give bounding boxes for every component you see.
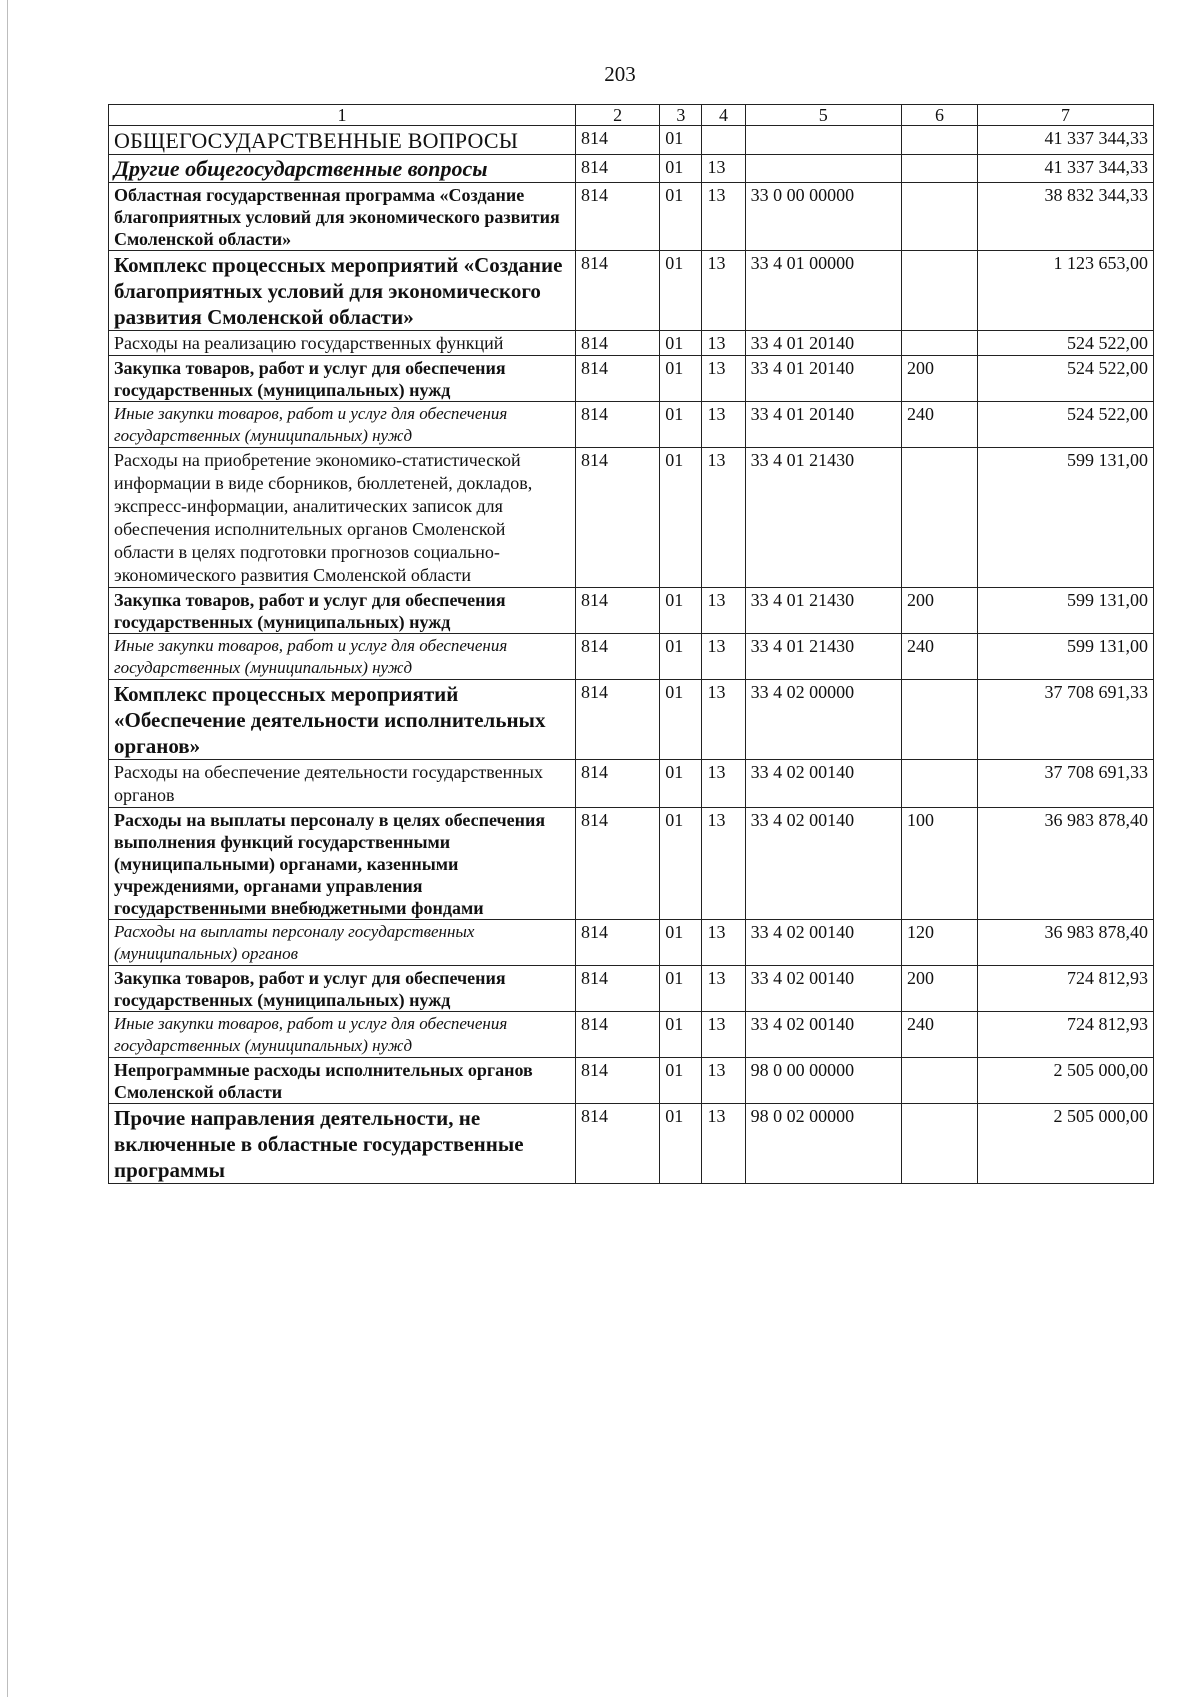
row-code-6: 200 [901, 588, 977, 634]
row-code-3: 01 [660, 808, 702, 920]
table-row [109, 1058, 1154, 1104]
row-code-2: 814 [575, 1104, 659, 1184]
row-code-6 [901, 183, 977, 251]
row-name: Иные закупки товаров, работ и услуг для обеспечения государственных (муниципальных) нужд [109, 402, 576, 448]
row-code-2: 814 [575, 251, 659, 331]
row-amount: 524 522,00 [978, 331, 1154, 356]
row-code-6: 120 [901, 920, 977, 966]
row-code-2: 814 [575, 402, 659, 448]
row-code-4: 13 [702, 588, 745, 634]
row-code-6 [901, 155, 977, 183]
row-code-6 [901, 1058, 977, 1104]
table-header-row [109, 105, 1154, 126]
row-code-4: 13 [702, 1104, 745, 1184]
row-code-4: 13 [702, 680, 745, 760]
row-code-4: 13 [702, 448, 745, 588]
row-code-3: 01 [660, 588, 702, 634]
row-code-3: 01 [660, 1012, 702, 1058]
row-code-3: 01 [660, 920, 702, 966]
row-name: Областная государственная программа «Создание благоприятных условий для экономического развития Смоленской области» [109, 183, 576, 251]
row-code-2: 814 [575, 634, 659, 680]
row-amount: 599 131,00 [978, 588, 1154, 634]
table-row [109, 966, 1154, 1012]
row-code-4: 13 [702, 402, 745, 448]
row-code-5: 33 4 02 00140 [745, 808, 901, 920]
row-name: Комплекс процессных мероприятий «Создание благоприятных условий для экономического развития Смоленской области» [109, 251, 576, 331]
row-name: Закупка товаров, работ и услуг для обеспечения государственных (муниципальных) нужд [109, 356, 576, 402]
row-code-5: 33 4 02 00140 [745, 920, 901, 966]
header-col-2: 2 [575, 105, 659, 126]
table-row [109, 155, 1154, 183]
row-code-2: 814 [575, 680, 659, 760]
row-code-3: 01 [660, 331, 702, 356]
row-code-2: 814 [575, 808, 659, 920]
table-row [109, 1012, 1154, 1058]
row-code-5: 33 4 02 00140 [745, 966, 901, 1012]
header-col-7: 7 [978, 105, 1154, 126]
row-code-4: 13 [702, 183, 745, 251]
table-row [109, 183, 1154, 251]
table-row [109, 331, 1154, 356]
row-amount: 1 123 653,00 [978, 251, 1154, 331]
row-name: Расходы на приобретение экономико-статистической информации в виде сборников, бюллетеней, докладов, экспресс-информации, аналитических записок для обеспечения исполнительных органов Смоленской области в целях подготовки прогнозов социально-экономического развития Смоленской области [109, 448, 576, 588]
row-code-3: 01 [660, 1104, 702, 1184]
row-amount: 524 522,00 [978, 402, 1154, 448]
row-code-3: 01 [660, 1058, 702, 1104]
row-code-2: 814 [575, 183, 659, 251]
row-code-4: 13 [702, 634, 745, 680]
row-code-5: 33 4 01 20140 [745, 331, 901, 356]
row-code-2: 814 [575, 1012, 659, 1058]
row-code-2: 814 [575, 920, 659, 966]
table-row [109, 448, 1154, 588]
row-name: Иные закупки товаров, работ и услуг для обеспечения государственных (муниципальных) нужд [109, 1012, 576, 1058]
table-row [109, 808, 1154, 920]
row-name: Иные закупки товаров, работ и услуг для обеспечения государственных (муниципальных) нужд [109, 634, 576, 680]
row-amount: 37 708 691,33 [978, 680, 1154, 760]
row-code-4: 13 [702, 920, 745, 966]
row-amount: 599 131,00 [978, 634, 1154, 680]
row-code-6: 240 [901, 1012, 977, 1058]
row-code-5 [745, 155, 901, 183]
row-code-5: 33 4 02 00000 [745, 680, 901, 760]
row-name: Закупка товаров, работ и услуг для обеспечения государственных (муниципальных) нужд [109, 588, 576, 634]
row-code-6 [901, 1104, 977, 1184]
row-name: ОБЩЕГОСУДАРСТВЕННЫЕ ВОПРОСЫ [109, 126, 576, 155]
row-name: Прочие направления деятельности, не включенные в областные государственные программы [109, 1104, 576, 1184]
table-row [109, 356, 1154, 402]
row-code-5 [745, 126, 901, 155]
row-code-4: 13 [702, 356, 745, 402]
row-amount: 2 505 000,00 [978, 1104, 1154, 1184]
row-code-6 [901, 126, 977, 155]
table-row [109, 588, 1154, 634]
table-row [109, 920, 1154, 966]
row-amount: 724 812,93 [978, 966, 1154, 1012]
table-row [109, 251, 1154, 331]
row-code-4: 13 [702, 760, 745, 808]
row-code-5: 33 4 01 21430 [745, 448, 901, 588]
row-code-5: 33 4 02 00140 [745, 760, 901, 808]
row-code-2: 814 [575, 331, 659, 356]
row-code-6: 240 [901, 634, 977, 680]
row-code-6: 200 [901, 356, 977, 402]
row-amount: 2 505 000,00 [978, 1058, 1154, 1104]
row-code-2: 814 [575, 155, 659, 183]
row-name: Другие общегосударственные вопросы [109, 155, 576, 183]
row-code-4: 13 [702, 1058, 745, 1104]
row-code-3: 01 [660, 251, 702, 331]
row-code-4: 13 [702, 251, 745, 331]
row-code-4: 13 [702, 966, 745, 1012]
row-code-2: 814 [575, 1058, 659, 1104]
table-row [109, 402, 1154, 448]
row-code-4 [702, 126, 745, 155]
budget-table [108, 104, 1154, 1184]
table-row [109, 126, 1154, 155]
row-amount: 41 337 344,33 [978, 155, 1154, 183]
row-code-5: 33 4 01 20140 [745, 356, 901, 402]
row-code-2: 814 [575, 966, 659, 1012]
row-amount: 41 337 344,33 [978, 126, 1154, 155]
row-amount: 38 832 344,33 [978, 183, 1154, 251]
row-name: Закупка товаров, работ и услуг для обеспечения государственных (муниципальных) нужд [109, 966, 576, 1012]
header-col-4: 4 [702, 105, 745, 126]
row-code-6: 200 [901, 966, 977, 1012]
page-margin-line [7, 0, 8, 1697]
row-name: Комплекс процессных мероприятий «Обеспечение деятельности исполнительных органов» [109, 680, 576, 760]
row-amount: 36 983 878,40 [978, 920, 1154, 966]
row-code-3: 01 [660, 760, 702, 808]
header-col-6: 6 [901, 105, 977, 126]
table-row [109, 680, 1154, 760]
row-amount: 36 983 878,40 [978, 808, 1154, 920]
row-code-5: 33 4 01 20140 [745, 402, 901, 448]
row-amount: 724 812,93 [978, 1012, 1154, 1058]
row-code-5: 33 4 01 21430 [745, 588, 901, 634]
row-name: Расходы на обеспечение деятельности государственных органов [109, 760, 576, 808]
row-code-3: 01 [660, 680, 702, 760]
row-code-2: 814 [575, 126, 659, 155]
row-code-5: 33 4 01 00000 [745, 251, 901, 331]
row-code-4: 13 [702, 331, 745, 356]
page-number: 203 [604, 62, 636, 86]
row-code-3: 01 [660, 183, 702, 251]
row-code-5: 98 0 02 00000 [745, 1104, 901, 1184]
table-row [109, 1104, 1154, 1184]
row-name: Расходы на выплаты персоналу государственных (муниципальных) органов [109, 920, 576, 966]
header-col-3: 3 [660, 105, 702, 126]
row-code-6 [901, 448, 977, 588]
row-code-6 [901, 331, 977, 356]
row-code-6: 240 [901, 402, 977, 448]
row-amount: 37 708 691,33 [978, 760, 1154, 808]
row-code-5: 33 0 00 00000 [745, 183, 901, 251]
row-name: Непрограммные расходы исполнительных органов Смоленской области [109, 1058, 576, 1104]
header-col-1: 1 [109, 105, 576, 126]
row-code-5: 98 0 00 00000 [745, 1058, 901, 1104]
row-code-4: 13 [702, 1012, 745, 1058]
table-row [109, 634, 1154, 680]
row-code-3: 01 [660, 966, 702, 1012]
row-code-3: 01 [660, 448, 702, 588]
row-code-4: 13 [702, 808, 745, 920]
header-col-5: 5 [745, 105, 901, 126]
row-code-6 [901, 760, 977, 808]
table-row [109, 760, 1154, 808]
row-code-3: 01 [660, 155, 702, 183]
row-code-5: 33 4 01 21430 [745, 634, 901, 680]
row-amount: 524 522,00 [978, 356, 1154, 402]
row-code-6 [901, 680, 977, 760]
row-code-6: 100 [901, 808, 977, 920]
row-code-3: 01 [660, 402, 702, 448]
row-code-3: 01 [660, 126, 702, 155]
row-name: Расходы на выплаты персоналу в целях обеспечения выполнения функций государственными (муниципальными) органами, казенными учреждениями, органами управления государственными внебюджетными фондами [109, 808, 576, 920]
row-code-2: 814 [575, 588, 659, 634]
row-code-3: 01 [660, 356, 702, 402]
row-code-2: 814 [575, 760, 659, 808]
row-code-3: 01 [660, 634, 702, 680]
row-code-6 [901, 251, 977, 331]
row-code-5: 33 4 02 00140 [745, 1012, 901, 1058]
row-code-2: 814 [575, 448, 659, 588]
row-amount: 599 131,00 [978, 448, 1154, 588]
row-name: Расходы на реализацию государственных функций [109, 331, 576, 356]
row-code-4: 13 [702, 155, 745, 183]
row-code-2: 814 [575, 356, 659, 402]
